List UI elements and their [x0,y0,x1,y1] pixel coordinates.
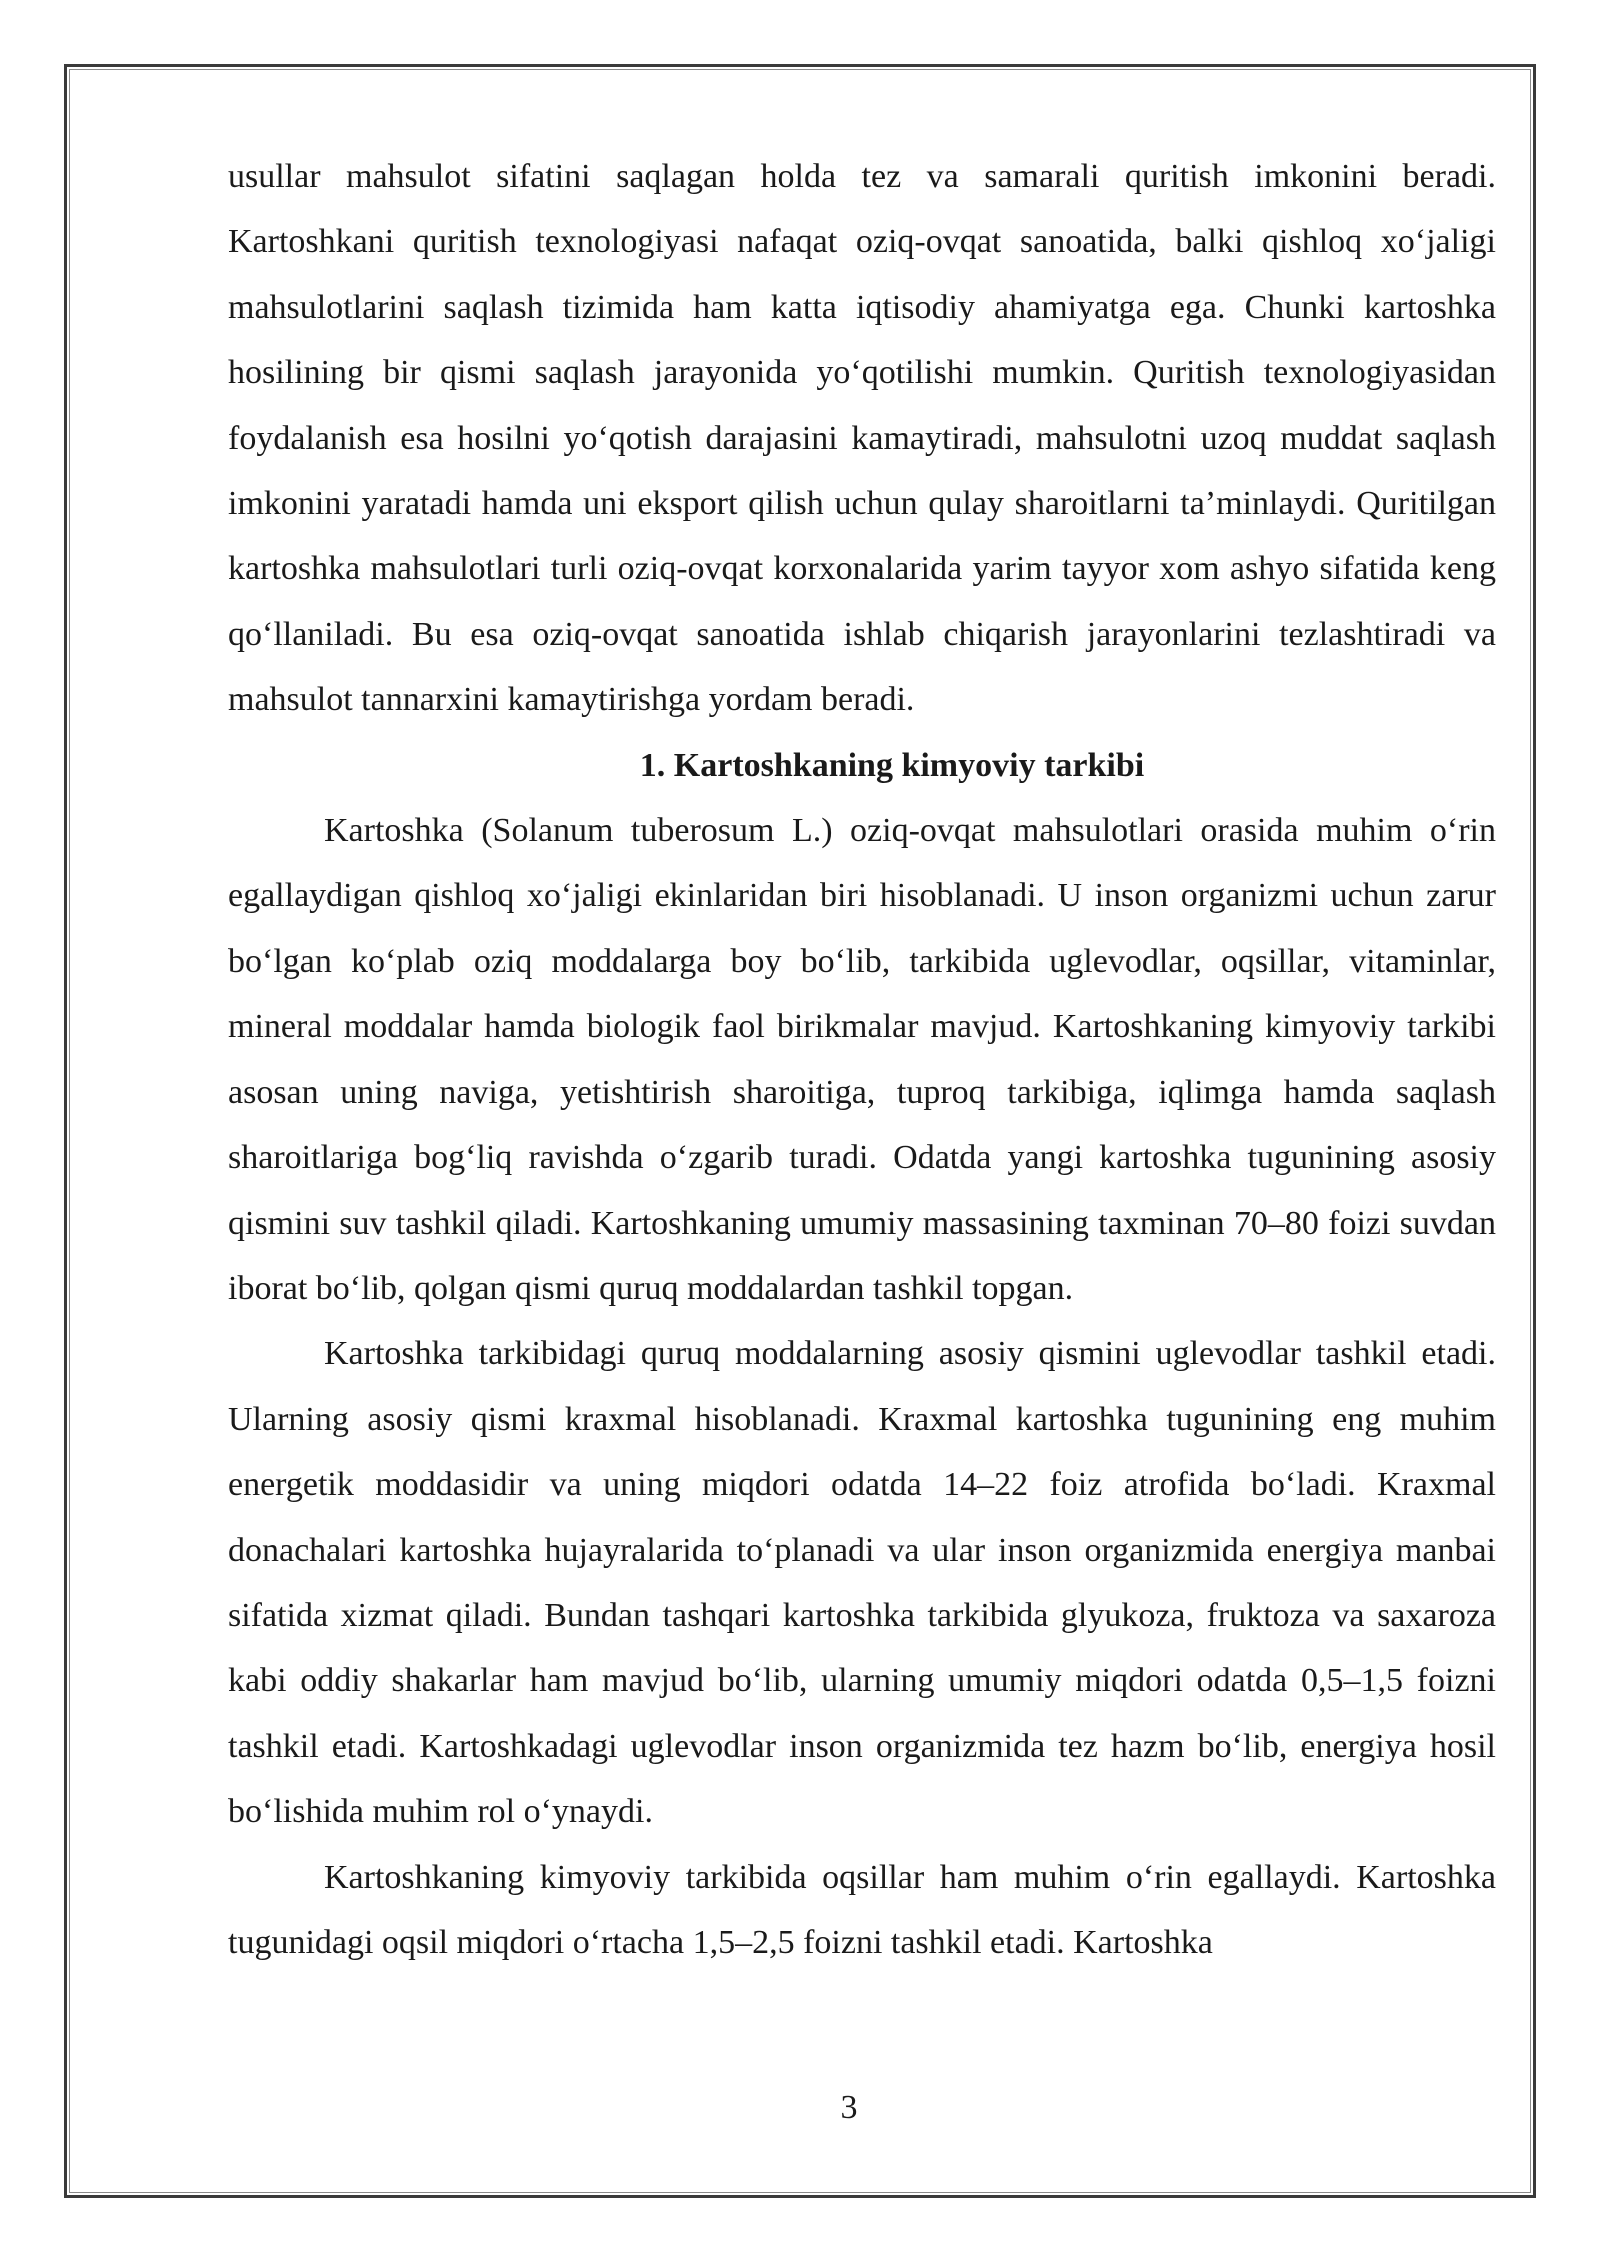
paragraph: Kartoshka tarkibidagi quruq moddalarning asosiy qismini uglevodlar tashkil etadi. Ularning asosiy qismi kraxmal hisoblanadi. Kraxmal kartoshka tugunining eng muhim energetik moddasidir va uning miqdori odatda 14–22 foiz atrofida bo‘ladi. Kraxmal donachalari kartoshka hujayralarida to‘planadi va ular inson organizmida energiya manbai sifatida xizmat qiladi. Bundan tashqari kartoshka tarkibida glyukoza, fruktoza va saxaroza kabi oddiy shakarlar ham mavjud bo‘lib, ularning umumiy miqdori odatda 0,5–1,5 foizni tashkil etadi. Kartoshkadagi uglevodlar inson organizmida tez hazm bo‘lib, energiya hosil bo‘lishida muhim rol o‘ynaydi. [228,1335,1496,1831]
paragraph-intro-continuation: usullar mahsulot sifatini saqlagan holda tez va samarali quritish imkonini beradi. Kartoshkani quritish texnologiyasi nafaqat oziq-ovqat sanoatida, balki qishloq xo‘jaligi mahsulotlarini saqlash tizimida ham katta iqtisodiy ahamiyatga ega. Chunki kartoshka hosilining bir qismi saqlash jarayonida yo‘qotilishi mumkin. Quritish texnologiyasidan foydalanish esa hosilni yo‘qotish darajasini kamaytiradi, mahsulotni uzoq muddat saqlash imkonini yaratadi hamda uni eksport qilish uchun qulay sharoitlarni ta’minlaydi. Quritilgan kartoshka mahsulotlari turli oziq-ovqat korxonalarida yarim tayyor xom ashyo sifatida keng qo‘llaniladi. Bu esa oziq-ovqat sanoatida ishlab chiqarish jarayonlarini tezlashtiradi va mahsulot tannarxini kamaytirishga yordam beradi. [228,158,1496,719]
page-body [228,144,1496,1975]
paragraph: Kartoshka (Solanum tuberosum L.) oziq-ovqat mahsulotlari orasida muhim o‘rin egallaydigan qishloq xo‘jaligi ekinlaridan biri hisoblanadi. U inson organizmi uchun zarur bo‘lgan ko‘plab oziq moddalarga boy bo‘lib, tarkibida uglevodlar, oqsillar, vitaminlar, mineral moddalar hamda biologik faol birikmalar mavjud. Kartoshkaning kimyoviy tarkibi asosan uning naviga, yetishtirish sharoitiga, tuproq tarkibiga, iqlimga hamda saqlash sharoitlariga bog‘liq ravishda o‘zgarib turadi. Odatda yangi kartoshka tugunining asosiy qismini suv tashkil qiladi. Kartoshkaning umumiy massasining taxminan 70–80 foizi suvdan iborat bo‘lib, qolgan qismi quruq moddalardan tashkil topgan. [228,812,1496,1307]
paragraph: Kartoshkaning kimyoviy tarkibida oqsillar ham muhim o‘rin egallaydi. Kartoshka tugunidagi oqsil miqdori o‘rtacha 1,5–2,5 foizni tashkil etadi. Kartoshka [228,1858,1496,1961]
section-heading: 1. Kartoshkaning kimyoviy tarkibi [639,746,1145,784]
page-number: 3 [840,2089,858,2126]
